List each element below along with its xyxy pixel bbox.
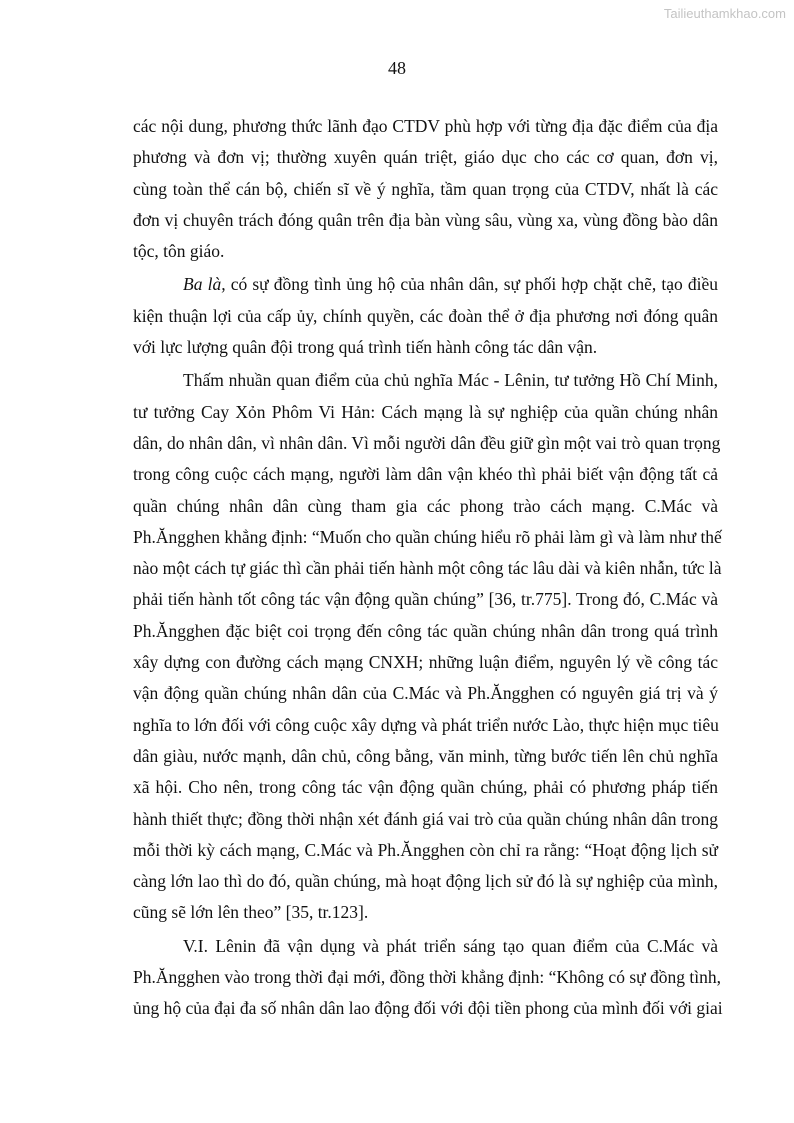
text-line: trong công cuộc cách mạng, người làm dân vận khéo thì phải biết vận động tất cả [133, 464, 718, 485]
text-line: các nội dung, phương thức lãnh đạo CTDV phù hợp với từng địa đặc điểm của địa [133, 116, 718, 136]
text-line: dân giàu, nước mạnh, dân chủ, công bằng, văn minh, từng bước tiến lên chủ nghĩa [133, 745, 718, 766]
text-line: vận động quần chúng nhân dân của C.Mác và Ph.Ăngghen có nguyên giá trị và ý [133, 683, 718, 704]
document-body [133, 111, 723, 1025]
text-line: đơn vị chuyên trách đóng quân trên địa bàn vùng sâu, vùng xa, vùng đồng bào dân [133, 209, 718, 230]
text-line: tộc, tôn giáo. [133, 241, 225, 262]
text-line: mỗi thời kỳ cách mạng, C.Mác và Ph.Ăngghen còn chỉ ra rằng: “Hoạt động lịch sử [133, 839, 718, 860]
page-number: 48 [388, 58, 406, 78]
text-line: cùng toàn thể cán bộ, chiến sĩ về ý nghĩa, tầm quan trọng của CTDV, nhất là các [133, 178, 718, 199]
text-line: hành thiết thực; đồng thời nhận xét đánh giá vai trò của quần chúng nhân dân trong [133, 808, 718, 829]
text-line: với lực lượng quân đội trong quá trình tiến hành công tác dân vận. [133, 337, 598, 358]
watermark-text: Tailieuthamkhao.com [663, 6, 786, 21]
text-line: nghĩa to lớn đối với công cuộc xây dựng và phát triển nước Lào, thực hiện mục tiêu [133, 714, 719, 735]
text-line: kiện thuận lợi của cấp ủy, chính quyền, các đoàn thể ở địa phương nơi đóng quân [133, 305, 718, 326]
text-line: tư tưởng Cay Xỏn Phôm Vi Hản: Cách mạng là sự nghiệp của quần chúng nhân [133, 401, 718, 422]
text-line: xây dựng con đường cách mạng CNXH; những luận điểm, nguyên lý về công tác [133, 652, 718, 673]
paragraph-4 [133, 931, 723, 1025]
lead-italic: Ba là, [183, 274, 226, 295]
text-line-rest: có sự đồng tình ủng hộ của nhân dân, sự phối hợp chặt chẽ, tạo điều [225, 274, 718, 295]
text-line: quần chúng nhân dân cùng tham gia các phong trào cách mạng. C.Mác và [133, 495, 718, 516]
paragraph-1 [133, 111, 718, 267]
text-line: Ph.Ăngghen đặc biệt coi trọng đến công tác quần chúng nhân dân trong quá trình [133, 620, 718, 641]
text-line [133, 269, 718, 300]
text-line: nào một cách tự giác thì cần phải tiến hành một công tác lâu dài và kiên nhẫn, tức là [133, 558, 722, 579]
text-line: dân, do nhân dân, vì nhân dân. Vì mỗi người dân đều giữ gìn một vai trò quan trọng [133, 432, 721, 453]
text-line: Ph.Ăngghen khẳng định: “Muốn cho quần chúng hiểu rõ phải làm gì và làm như thế [133, 526, 722, 547]
text-line: cũng sẽ lớn lên theo” [35, tr.123]. [133, 902, 369, 923]
text-line: Ph.Ăngghen vào trong thời đại mới, đồng thời khẳng định: “Không có sự đồng tình, [133, 967, 721, 988]
text-line: V.I. Lênin đã vận dụng và phát triển sáng tạo quan điểm của C.Mác và [183, 935, 718, 956]
text-line: phải tiến hành tốt công tác vận động quần chúng” [36, tr.775]. Trong đó, C.Mác và [133, 589, 718, 610]
text-line: phương và đơn vị; thường xuyên quán triệt, giáo dục cho các cơ quan, đơn vị, [133, 147, 718, 168]
text-line: ủng hộ của đại đa số nhân dân lao động đối với đội tiền phong của mình đối với giai [133, 998, 723, 1019]
paragraph-3 [133, 365, 722, 928]
text-line: càng lớn lao thì do đó, quần chúng, mà hoạt động lịch sử đó là sự nghiệp của mình, [133, 871, 718, 892]
paragraph-2 [133, 269, 718, 363]
text-line: Thấm nhuần quan điểm của chủ nghĩa Mác - Lênin, tư tưởng Hồ Chí Minh, [183, 370, 718, 391]
text-line: xã hội. Cho nên, trong công tác vận động quần chúng, phải có phương pháp tiến [133, 777, 718, 798]
